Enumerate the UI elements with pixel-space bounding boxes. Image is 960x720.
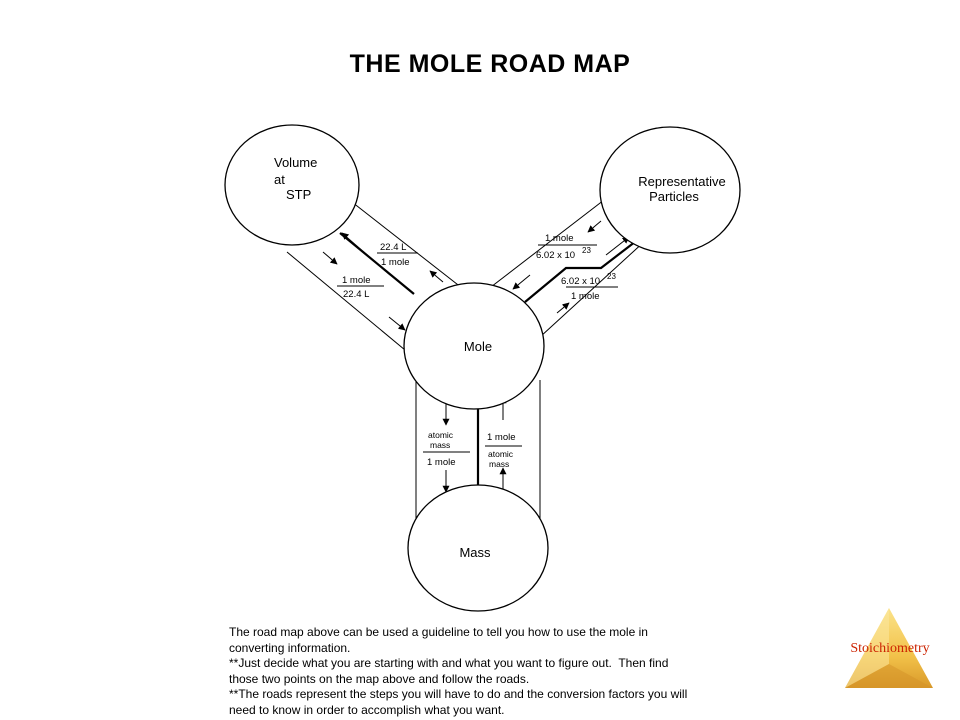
- volume-label-line-2: at: [274, 172, 285, 187]
- factor-mole-to-volume-numerator: 22.4 L: [380, 242, 407, 253]
- factor-volume-to-mole-numerator: 1 mole: [342, 275, 371, 286]
- factor-volume-to-mole-denominator: 22.4 L: [343, 289, 370, 300]
- volume-label-line-3: STP: [286, 187, 312, 202]
- factor-volume-to-mole: [342, 275, 371, 300]
- note-line: converting information.: [229, 640, 351, 655]
- note-line: The road map above can be used a guideline to tell you how to use the mole in: [229, 625, 648, 639]
- node-representative-particles: [600, 127, 740, 253]
- factor-mole-to-volume: [380, 242, 410, 268]
- factor-mass-to-mole-denominator-line-2: mass: [489, 459, 510, 469]
- note-line: **The roads represent the steps you will have to do and the conversion factors you will: [229, 687, 688, 701]
- factor-particles-to-mole: [536, 233, 591, 261]
- badge-label: Stoichiometry: [850, 641, 930, 656]
- factor-mass-to-mole-numerator: 1 mole: [487, 432, 516, 443]
- factor-mole-to-mass: [427, 430, 456, 468]
- mass-label: Mass: [459, 545, 491, 560]
- factor-mole-to-particles-denominator: 1 mole: [571, 291, 600, 302]
- factor-mole-to-mass-numerator-line-1: atomic: [428, 430, 454, 440]
- factor-mole-to-mass-numerator-line-2: mass: [430, 440, 451, 450]
- mole-label: Mole: [463, 339, 493, 354]
- node-mole: [404, 283, 544, 409]
- particles-label-line-2: Particles: [649, 189, 699, 204]
- factor-mole-to-particles-exponent: 23: [607, 272, 616, 281]
- factor-mass-to-mole: [487, 432, 516, 469]
- factor-mole-to-mass-denominator: 1 mole: [427, 457, 456, 468]
- factor-particles-to-mole-exponent: 23: [582, 246, 591, 255]
- page-title: THE MOLE ROAD MAP: [349, 50, 631, 78]
- node-volume-at-stp: [225, 125, 359, 245]
- note-line: **Just decide what you are starting with and what you want to figure out. Then find: [229, 656, 669, 670]
- factor-mole-to-particles-numerator: 6.02 x 10: [561, 276, 601, 287]
- factor-particles-to-mole-numerator: 1 mole: [545, 233, 574, 244]
- volume-label-line-1: Volume: [274, 155, 318, 170]
- factor-mole-to-volume-denominator: 1 mole: [381, 257, 410, 268]
- note-line: need to know in order to accomplish what you want.: [229, 702, 505, 717]
- explanation-notes: [229, 625, 749, 718]
- note-line: those two points on the map above and follow the roads.: [229, 671, 530, 686]
- factor-mass-to-mole-denominator-line-1: atomic: [488, 449, 514, 459]
- factor-particles-to-mole-denominator: 6.02 x 10: [536, 250, 576, 261]
- node-mass: [408, 485, 548, 611]
- particles-label-line-1: Representative: [638, 174, 726, 189]
